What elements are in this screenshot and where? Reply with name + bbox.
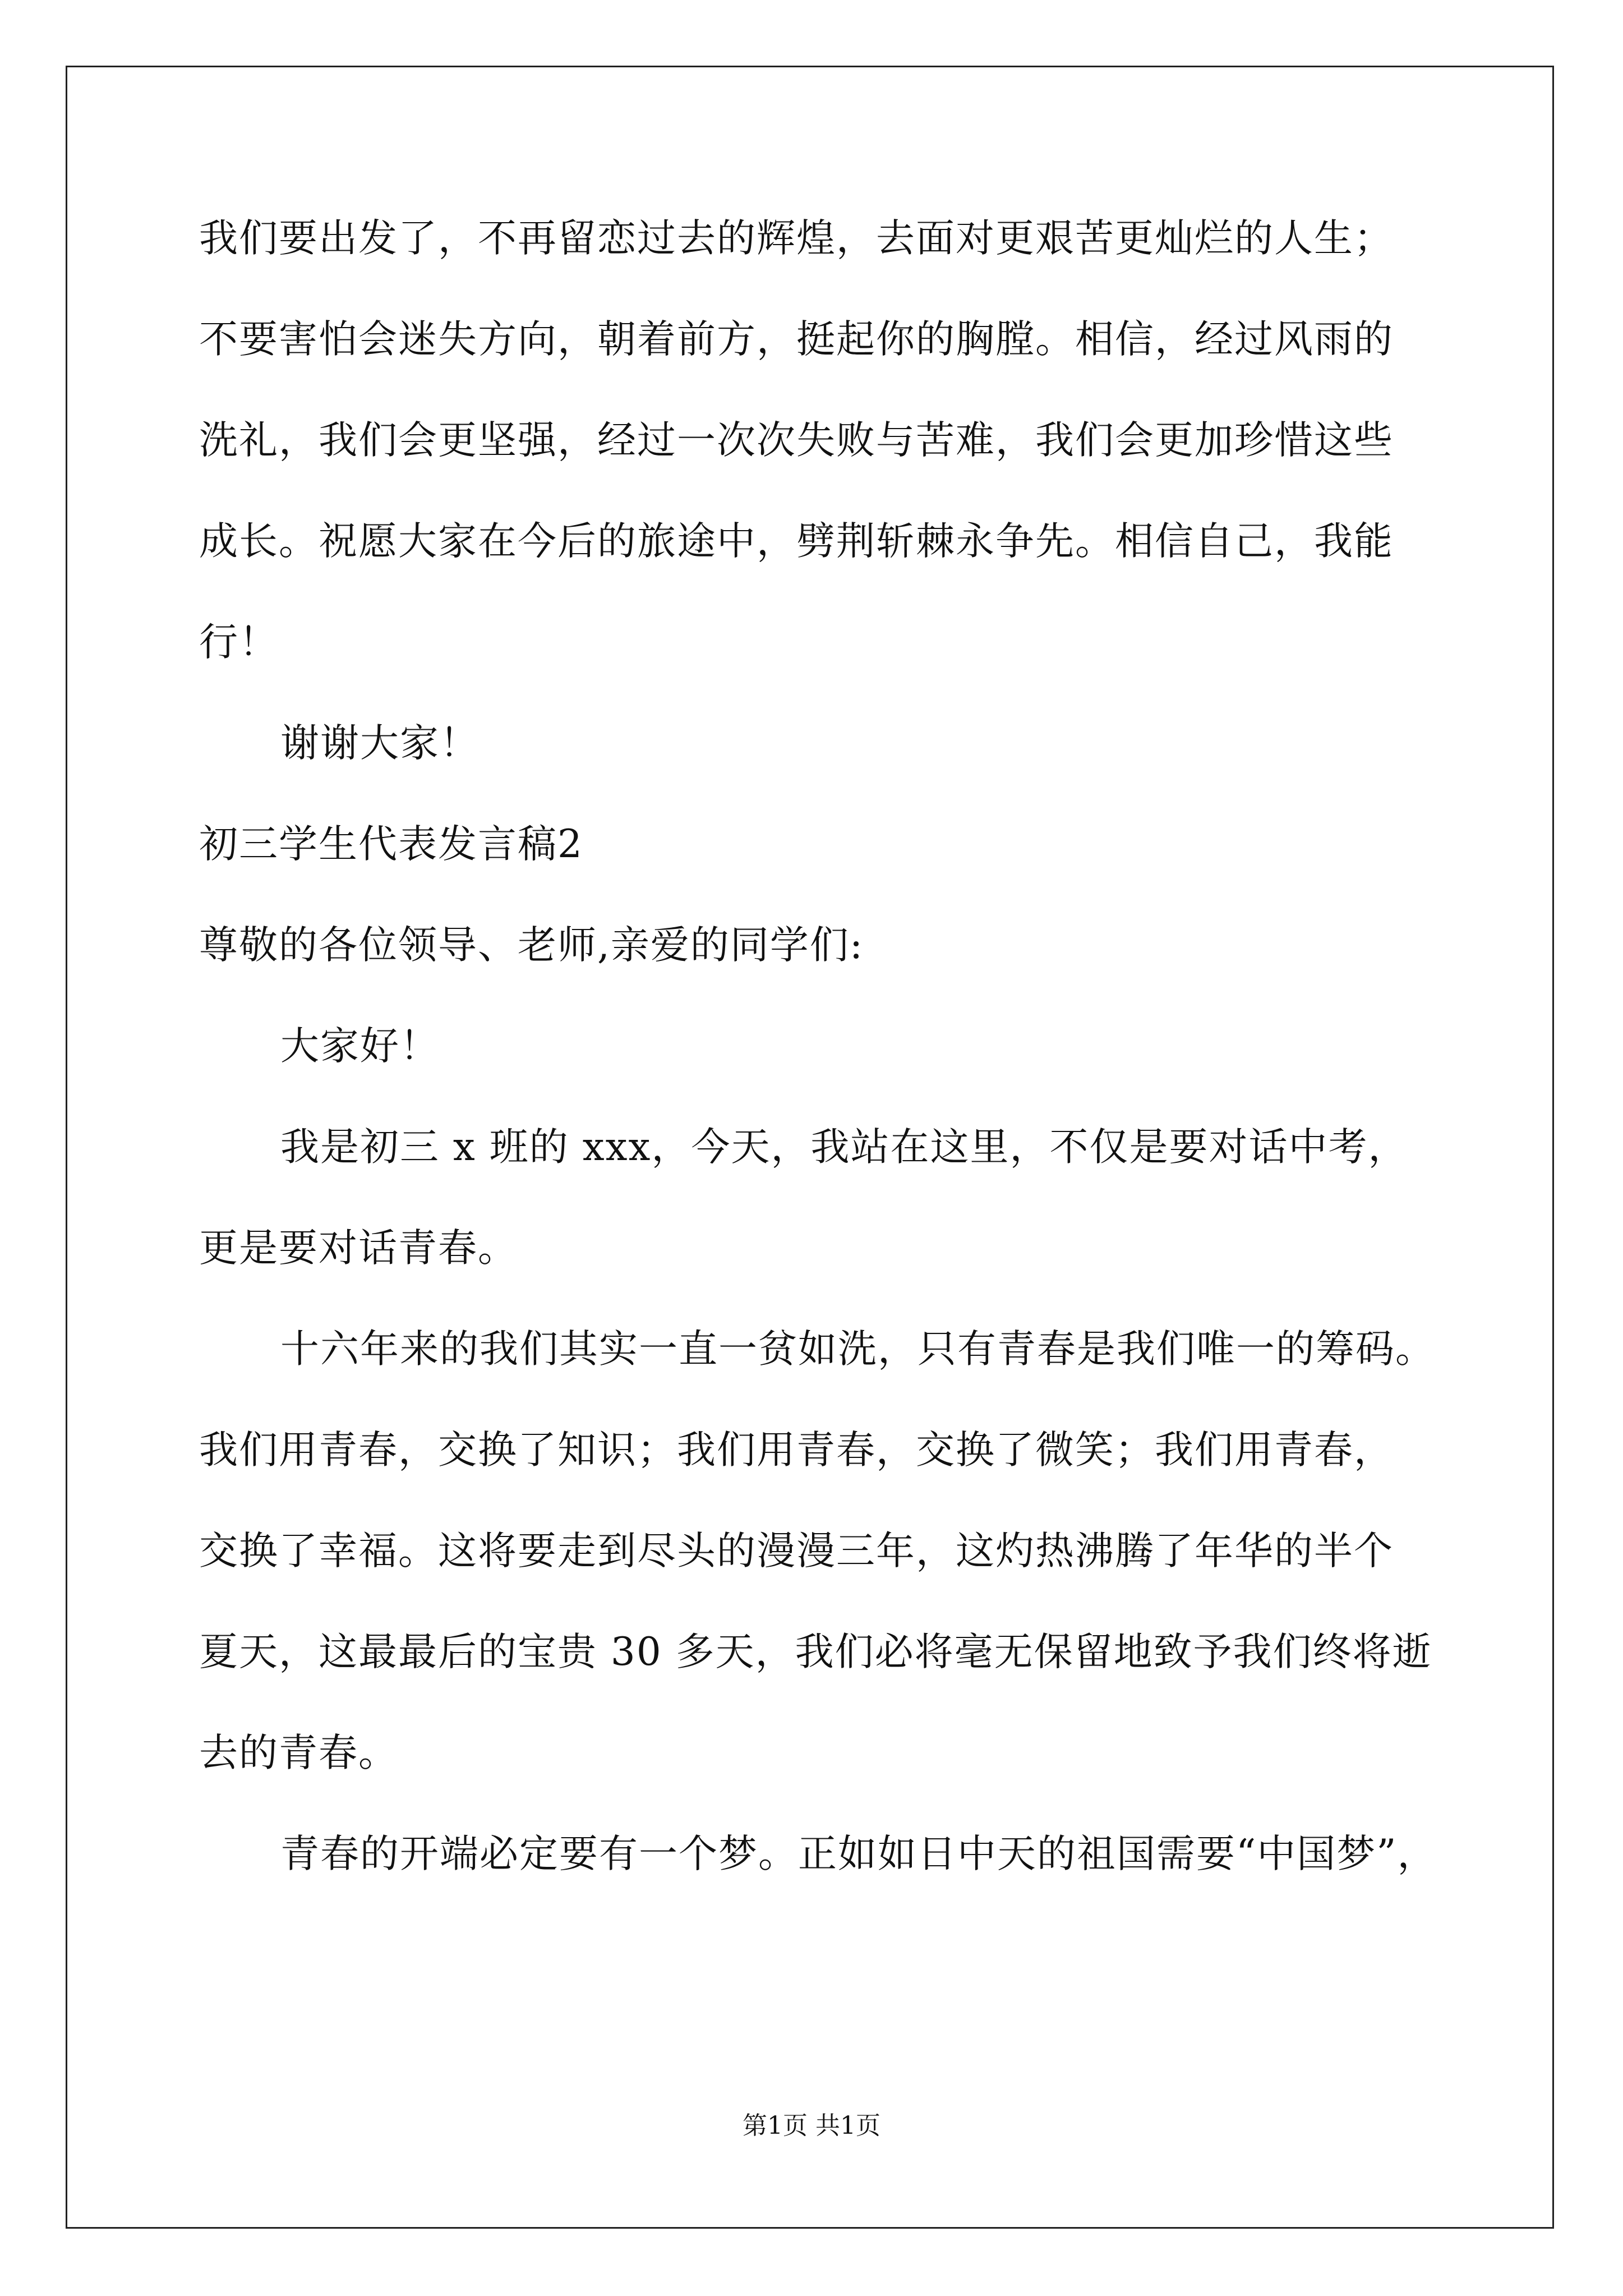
paragraph-line: 我们要出发了，不再留恋过去的辉煌，去面对更艰苦更灿烂的人生； [199,216,1394,261]
paragraph-line: 更是要对话青春。 [199,1226,518,1271]
section-title: 初三学生代表发言稿2 [199,822,583,867]
paragraph-line: 我是初三 x 班的 xxx，今天，我站在这里，不仅是要对话中考， [280,1125,1408,1170]
paragraph-line: 青春的开端必定要有一个梦。正如如日中天的祖国需要“中国梦”， [280,1832,1437,1876]
paragraph-line: 洗礼，我们会更坚强，经过一次次失败与苦难，我们会更加珍惜这些 [199,418,1394,463]
closing-line: 谢谢大家！ [280,721,479,766]
paragraph-line: 去的青春。 [199,1731,398,1775]
paragraph-line: 不要害怕会迷失方向，朝着前方，挺起你的胸膛。相信，经过风雨的 [199,317,1394,362]
paragraph-line: 我们用青春，交换了知识；我们用青春，交换了微笑；我们用青春， [199,1428,1394,1473]
paragraph-line: 交换了幸福。这将要走到尽头的漫漫三年，这灼热沸腾了年华的半个 [199,1529,1394,1573]
paragraph-line: 行！ [199,620,279,665]
paragraph-line: 成长。祝愿大家在今后的旅途中，劈荆斩棘永争先。相信自己，我能 [199,519,1394,564]
page-footer: 第1页 共1页 [743,2111,880,2140]
paragraph-line: 十六年来的我们其实一直一贫如洗，只有青春是我们唯一的筹码。 [280,1327,1435,1372]
paragraph-line: 夏天，这最最后的宝贵 30 多天，我们必将毫无保留地致予我们终将逝 [199,1630,1432,1674]
greeting: 大家好！ [280,1024,440,1069]
salutation: 尊敬的各位领导、老师,亲爱的同学们: [199,923,864,968]
